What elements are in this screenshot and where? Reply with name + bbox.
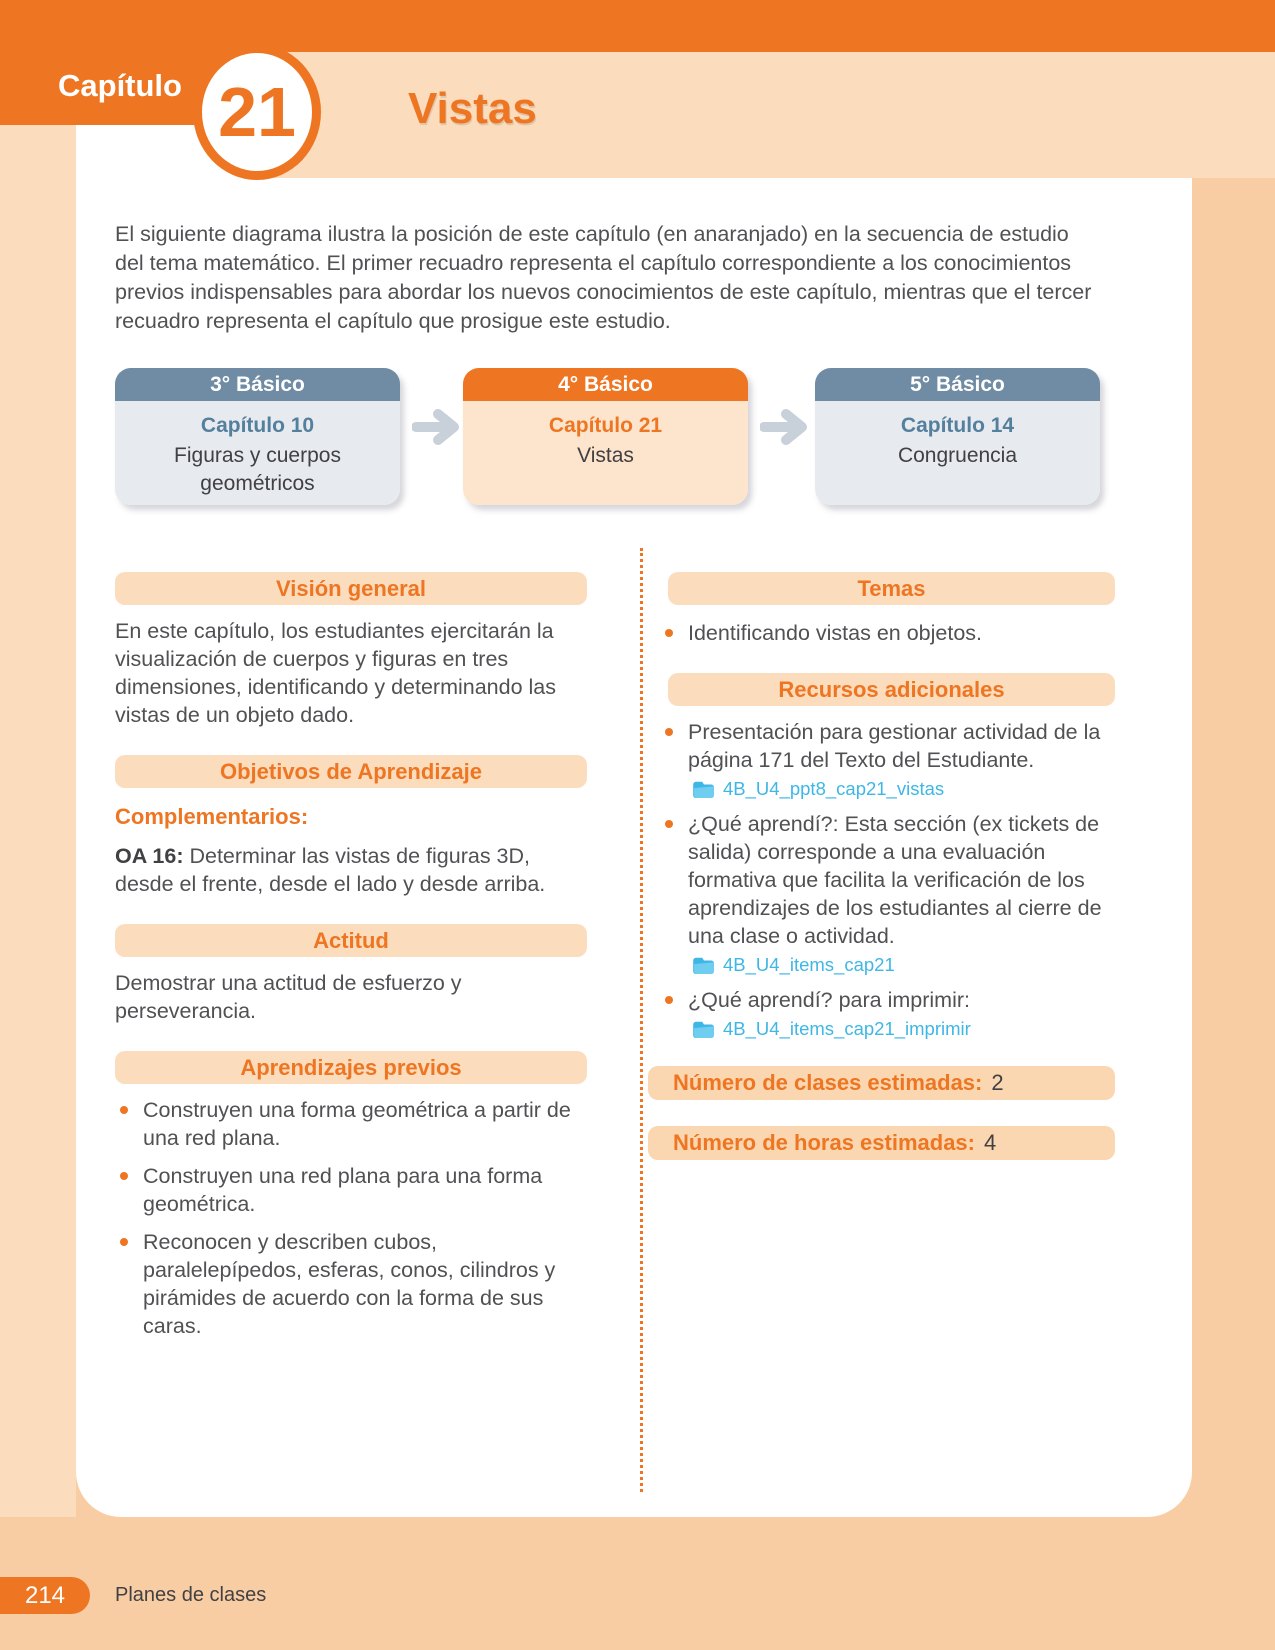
objetivos-subheading: Complementarios: bbox=[115, 804, 309, 829]
list-item: ¿Qué aprendí?: Esta sección (ex tickets de salida) corresponde a una evaluación formativa que facilita la verificación de los aprendizajes de los estudiantes al cierre de una clase o actividad. bbox=[660, 810, 1115, 950]
horas-estimadas-band bbox=[648, 1126, 1115, 1160]
sequence-box-current bbox=[463, 368, 748, 505]
oa-paragraph bbox=[115, 842, 587, 898]
resource-link[interactable] bbox=[693, 778, 1115, 800]
temas-list bbox=[660, 619, 1115, 647]
list-item: Presentación para gestionar actividad de la página 171 del Texto del Estudiante. bbox=[660, 718, 1115, 774]
chapter-name: Vistas bbox=[577, 444, 634, 467]
horas-estimadas-value: 4 bbox=[983, 1130, 997, 1155]
page-number-pill bbox=[0, 1577, 90, 1614]
section-heading-objetivos: Objetivos de Aprendizaje bbox=[115, 755, 587, 788]
list-item: Construyen una forma geométrica a partir de una red plana. bbox=[115, 1096, 587, 1152]
clases-estimadas-value: 2 bbox=[991, 1070, 1004, 1095]
page-title: Vistas bbox=[408, 84, 537, 133]
list-item: ¿Qué aprendí? para imprimir: bbox=[660, 986, 1115, 1014]
grade-header: 5° Básico bbox=[815, 368, 1100, 401]
bullet-dot bbox=[665, 820, 673, 828]
bullet-dot bbox=[665, 629, 673, 637]
chapter-ref: Capítulo 10 bbox=[200, 414, 315, 437]
sequence-box-previous bbox=[115, 368, 400, 505]
column-divider bbox=[640, 548, 643, 1492]
bullet-dot bbox=[665, 728, 673, 736]
recursos-list bbox=[660, 718, 1115, 1040]
chapter-ref: Capítulo 14 bbox=[900, 414, 1015, 437]
aprendizajes-previos-list bbox=[115, 1096, 587, 1340]
folder-icon bbox=[693, 956, 715, 974]
oa-label: OA 16: bbox=[115, 844, 184, 868]
chapter-label: Capítulo bbox=[58, 68, 182, 103]
grade-header: 4° Básico bbox=[463, 368, 748, 401]
clases-estimadas-label: Número de clases estimadas: bbox=[673, 1070, 983, 1095]
chapter-number: 21 bbox=[218, 73, 296, 151]
right-column bbox=[660, 572, 1115, 1160]
section-heading-temas: Temas bbox=[668, 572, 1115, 605]
vision-general-text: En este capítulo, los estudiantes ejercitarán la visualización de cuerpos y figuras en tres dimensiones, identificando y determinando las vistas de un objeto dado. bbox=[115, 619, 557, 727]
resource-link[interactable] bbox=[693, 954, 1115, 976]
section-heading-vision-general: Visión general bbox=[115, 572, 587, 605]
intro-paragraph: El siguiente diagrama ilustra la posición de este capítulo (en anaranjado) en la secuencia de estudio del tema matemático. El primer recuadro representa el capítulo correspondiente a los conocimientos previos indispensables para abordar los nuevos conocimientos de este capítulo, mientras que el tercer recuadro representa el capítulo que prosigue este estudio. bbox=[115, 222, 1092, 333]
folder-icon bbox=[693, 1020, 715, 1038]
list-item: Construyen una red plana para una forma geométrica. bbox=[115, 1162, 587, 1218]
clases-estimadas-band bbox=[648, 1066, 1115, 1100]
chapter-number-badge bbox=[193, 44, 321, 180]
actitud-text: Demostrar una actitud de esfuerzo y perseverancia. bbox=[115, 971, 462, 1023]
arrow-right-icon bbox=[412, 408, 464, 446]
chapter-name: Congruencia bbox=[897, 444, 1018, 467]
grade-header: 3° Básico bbox=[115, 368, 400, 401]
resource-link-label[interactable]: 4B_U4_ppt8_cap21_vistas bbox=[723, 778, 945, 799]
page-number: 214 bbox=[24, 1581, 66, 1609]
bullet-dot bbox=[665, 996, 673, 1004]
chapter-ref: Capítulo 21 bbox=[548, 414, 663, 437]
list-item: Identificando vistas en objetos. bbox=[660, 619, 1115, 647]
sequence-box-next bbox=[815, 368, 1100, 505]
footer-section-label: Planes de clases bbox=[115, 1584, 267, 1606]
folder-icon bbox=[693, 780, 715, 798]
chapter-name: Figuras y cuerpos geométricos bbox=[174, 444, 341, 495]
left-column bbox=[115, 572, 587, 1350]
left-margin-strip bbox=[0, 125, 76, 1517]
section-heading-aprendizajes-previos: Aprendizajes previos bbox=[115, 1051, 587, 1084]
bullet-dot bbox=[120, 1172, 128, 1180]
horas-estimadas-label: Número de horas estimadas: bbox=[673, 1130, 975, 1155]
bullet-dot bbox=[120, 1106, 128, 1114]
bullet-dot bbox=[120, 1238, 128, 1246]
resource-link-label[interactable]: 4B_U4_items_cap21_imprimir bbox=[723, 1018, 971, 1039]
resource-link[interactable] bbox=[693, 1018, 1115, 1040]
oa-text: Determinar las vistas de figuras 3D, desde el frente, desde el lado y desde arriba. bbox=[115, 844, 546, 896]
arrow-right-icon bbox=[760, 408, 812, 446]
list-item: Reconocen y describen cubos, paralelepípedos, esferas, conos, cilindros y pirámides de acuerdo con la forma de sus caras. bbox=[115, 1228, 587, 1340]
section-heading-recursos: Recursos adicionales bbox=[668, 673, 1115, 706]
resource-link-label[interactable]: 4B_U4_items_cap21 bbox=[723, 954, 895, 975]
section-heading-actitud: Actitud bbox=[115, 924, 587, 957]
